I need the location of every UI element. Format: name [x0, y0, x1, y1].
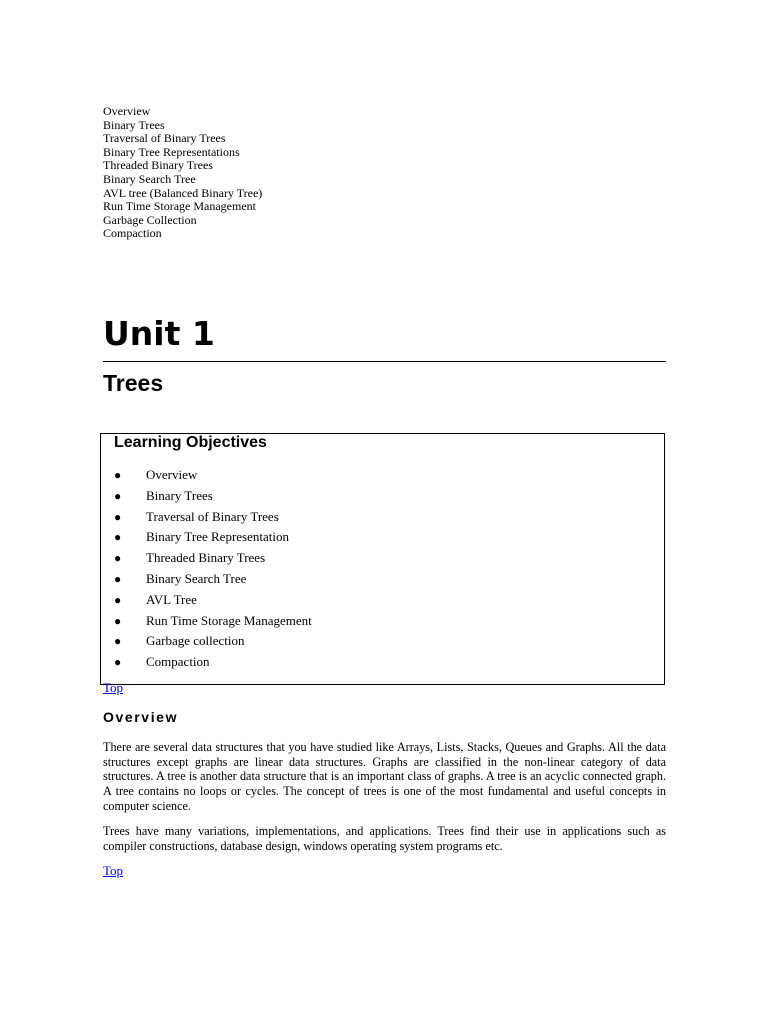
toc-item: Run Time Storage Management — [103, 199, 256, 214]
table-of-contents — [103, 105, 262, 241]
bullet-icon: ● — [114, 488, 122, 503]
title-divider — [103, 361, 666, 362]
overview-paragraph: There are several data structures that you have studied like Arrays, Lists, Stacks, Queues and Graphs. All the data structures except graphs are linear data structures. Graphs are classified in the non-linear category of data structures. A tree is another data structure that is an important class of graphs. A tree is an acyclic connected graph. A tree contains no loops or cycles. The concept of trees is one of the most fundamental and useful concepts in computer science. — [103, 740, 666, 813]
bullet-icon: ● — [114, 509, 122, 524]
learning-objectives-box — [100, 433, 665, 685]
objective-label: Traversal of Binary Trees — [146, 508, 279, 524]
top-link[interactable]: Top — [103, 680, 124, 695]
overview-heading: Overview — [103, 709, 179, 725]
objective-label: Threaded Binary Trees — [146, 550, 266, 566]
objective-label: Garbage collection — [146, 633, 245, 649]
bullet-icon: ● — [114, 634, 122, 649]
toc-item: AVL tree (Balanced Binary Tree) — [103, 185, 263, 200]
list-item — [101, 569, 312, 590]
document-page — [103, 0, 666, 1024]
objective-label: Compaction — [146, 654, 210, 670]
list-item — [101, 548, 312, 569]
objective-label: Overview — [146, 467, 198, 482]
objective-label: Binary Tree Representation — [146, 529, 289, 545]
toc-item: Garbage Collection — [103, 212, 197, 227]
objective-label: AVL Tree — [146, 591, 197, 607]
toc-item: Traversal of Binary Trees — [103, 131, 226, 146]
bullet-icon: ● — [114, 551, 122, 566]
objective-label: Binary Search Tree — [146, 570, 247, 586]
list-item — [101, 652, 312, 673]
bullet-icon: ● — [114, 468, 122, 482]
list-item — [101, 590, 312, 611]
toc-item: Threaded Binary Trees — [103, 158, 213, 173]
bullet-icon: ● — [114, 530, 122, 545]
unit-title: Unit 1 — [103, 314, 215, 353]
objective-label: Run Time Storage Management — [146, 612, 312, 628]
list-item — [101, 527, 312, 548]
section-title: Trees — [103, 370, 164, 396]
top-link[interactable]: Top — [103, 863, 124, 878]
toc-item: Binary Search Tree — [103, 171, 196, 186]
list-item — [101, 486, 312, 507]
objective-label: Binary Trees — [146, 487, 213, 503]
toc-item: Compaction — [103, 226, 162, 241]
bullet-icon: ● — [114, 571, 122, 586]
learning-objectives-list — [101, 465, 312, 673]
list-item — [101, 465, 312, 486]
learning-objectives-title: Learning Objectives — [114, 434, 267, 451]
list-item — [101, 631, 312, 652]
bullet-icon: ● — [114, 613, 122, 628]
toc-item: Binary Trees — [103, 117, 165, 132]
bullet-icon: ● — [114, 655, 122, 670]
toc-item: Overview — [103, 104, 151, 118]
bullet-icon: ● — [114, 592, 122, 607]
overview-paragraph: Trees have many variations, implementations, and applications. Trees find their use in applications such as compiler constructions, database design, windows operating system programs etc. — [103, 824, 666, 853]
toc-item: Binary Tree Representations — [103, 144, 240, 159]
list-item — [101, 611, 312, 632]
list-item — [101, 507, 312, 528]
